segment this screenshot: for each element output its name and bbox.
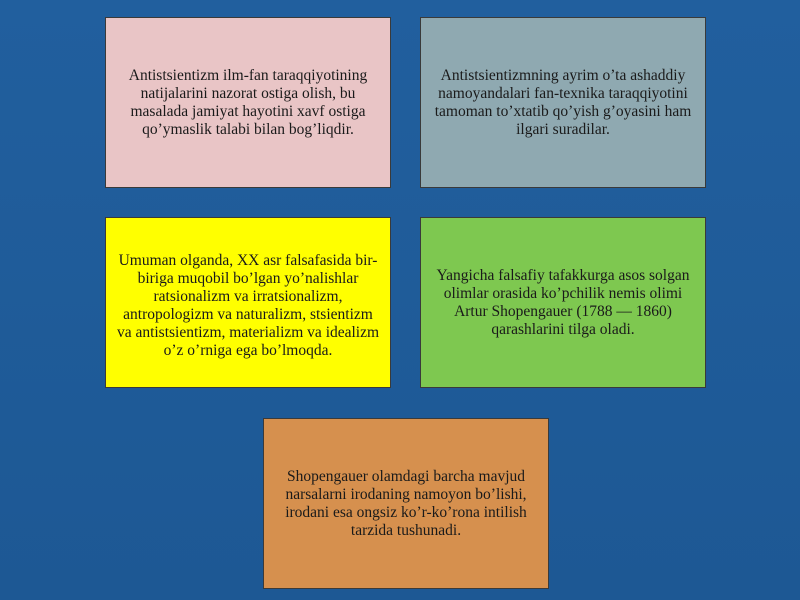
card-text: Antistsientizmning ayrim o’ta ashaddiy namoyandalari fan-texnika taraqqiyotini tamoman to’xtatib qo’yish g’oyasini ham ilgari suradilar.: [434, 66, 692, 138]
card-text: Antistsientizm ilm-fan taraqqiyotining natijalarini nazorat ostiga olish, bu masalada jamiyat hayotini xavf ostiga qo’ymaslik talabi bilan bog’liqdir.: [128, 66, 368, 138]
text-card-schopenhauer-will: [263, 418, 549, 589]
card-text: Shopengauer olamdagi barcha mavjud narsalarni irodaning namoyon bo’lishi, irodani esa ongsiz ko’r-ko’rona intilish tarzida tushunadi.: [285, 467, 527, 539]
text-card-schopenhauer-intro: [420, 217, 706, 388]
card-text: Umuman olganda, XX asr falsafasida bir-biriga muqobil bo’lgan yo’nalishlar ratsionalizm va irratsionalizm, antropologizm va naturalizm, stsientizm va antistsientizm, materializm va idealizm o’z o’rniga ega bo’lmoqda.: [116, 251, 380, 359]
text-card-antiscientism-control: [105, 17, 391, 188]
card-text: Yangicha falsafiy tafakkurga asos solgan olimlar orasida ko’pchilik nemis olimi Artur Shopengauer (1788 — 1860) qarashlarini tilga oladi.: [436, 266, 690, 338]
text-card-20th-century-philosophy: [105, 217, 391, 388]
text-card-antiscientism-radicals: [420, 17, 706, 188]
